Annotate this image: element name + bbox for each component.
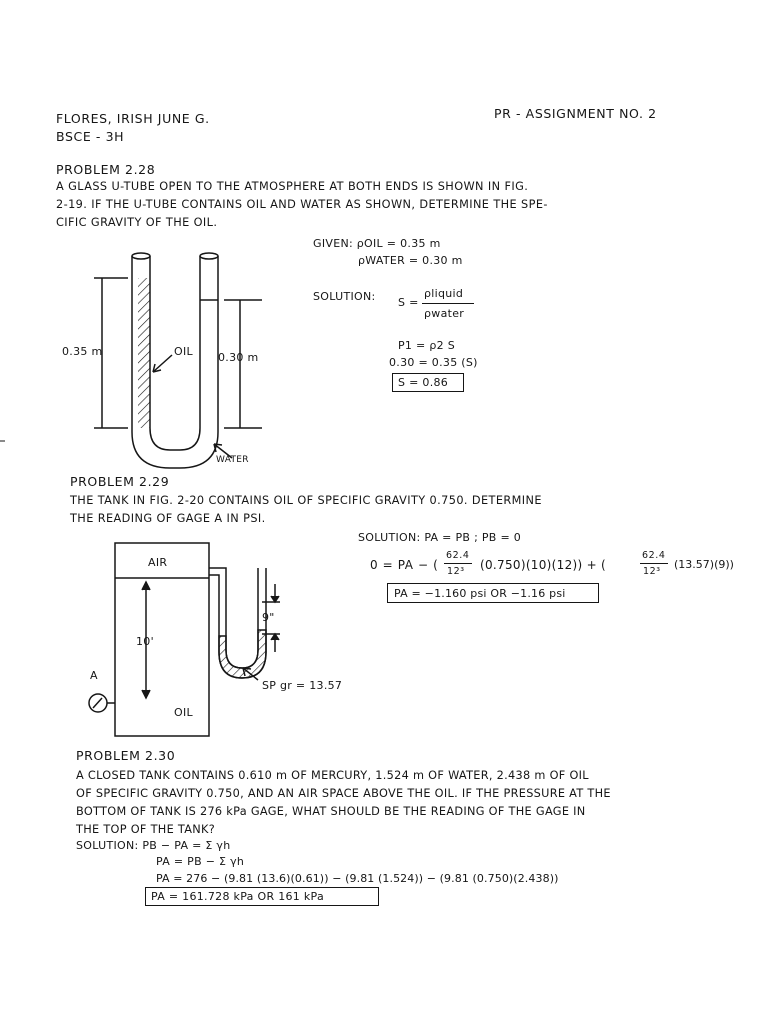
answer-2-30: PA = 161.728 kPa OR 161 kPa [151,890,325,903]
answer-box-2-30 [145,887,379,906]
problem-2-28-statement-2: 2-19. IF THE U-TUBE CONTAINS OIL AND WATER AS SHOWN, DETERMINE THE SPE- [56,198,548,211]
problem-2-30-statement-3: BOTTOM OF TANK IS 276 kPa GAGE, WHAT SHOULD BE THE READING OF THE GAGE IN [76,805,586,818]
given-oil: GIVEN: ρOIL = 0.35 m [313,237,441,250]
fraction-bar [422,303,474,304]
section-label: BSCE - 3H [56,129,125,144]
problem-2-28-statement-3: CIFIC GRAVITY OF THE OIL. [56,216,218,229]
solution-2-29-line-1: SOLUTION: PA = PB ; PB = 0 [358,531,522,544]
answer-2-29: PA = −1.160 psi OR −1.16 psi [394,587,566,600]
fraction-1-denominator: 12³ [447,566,465,577]
fraction-2-denominator: 12³ [643,566,661,577]
s-denominator: ρwater [424,307,465,320]
given-water: ρWATER = 0.30 m [358,254,463,267]
solution-2-30-line-1: SOLUTION: PB − PA = Σ γh [76,839,231,852]
problem-2-30-title: PROBLEM 2.30 [76,748,176,763]
answer-box-2-29 [387,583,599,603]
problem-2-28-statement-1: A GLASS U-TUBE OPEN TO THE ATMOSPHERE AT BOTH ENDS IS SHOWN IN FIG. [56,180,529,193]
s-equation-label: S = [398,296,419,309]
gage-a-label: A [90,669,98,682]
height-label: 10' [136,635,154,648]
assignment-title: PR - ASSIGNMENT NO. 2 [494,106,657,121]
specific-gravity-label: SP gr = 13.57 [262,679,343,692]
student-name: FLORES, IRISH JUNE G. [56,111,210,126]
answer-2-28: S = 0.86 [398,376,449,389]
equation-2: 0.30 = 0.35 (S) [389,356,478,369]
solution-2-30-line-2: PA = PB − Σ γh [156,855,245,868]
s-numerator: ρliquid [424,287,464,300]
problem-2-29-statement-1: THE TANK IN FIG. 2-20 CONTAINS OIL OF SPECIFIC GRAVITY 0.750. DETERMINE [70,494,542,507]
tank-outline [115,543,209,736]
oil-column [138,278,150,428]
solution-2-29-eq-start: 0 = PA − ( [370,558,439,572]
fraction-2-numerator: 62.4 [642,550,666,561]
solution-2-29-eq-middle: (0.750)(10)(12)) + ( [480,558,607,572]
problem-2-30-statement-2: OF SPECIFIC GRAVITY 0.750, AND AN AIR SPACE ABOVE THE OIL. IF THE PRESSURE AT THE [76,787,611,800]
fraction-1-bar [444,563,472,564]
solution-label-2-28: SOLUTION: [313,290,376,303]
solution-2-29-eq-end: (13.57)(9)) [674,558,734,571]
equation-1: P1 = ρ2 S [398,339,456,352]
problem-2-28-title: PROBLEM 2.28 [56,162,156,177]
dim-label-right: 0.30 m [218,351,259,364]
dim-9in-label: 9" [262,611,275,624]
fraction-1-numerator: 62.4 [446,550,470,561]
water-label: WATER [216,455,249,465]
oil-label-tank: OIL [174,706,193,719]
answer-box-2-28 [392,373,464,392]
oil-label: OIL [174,345,193,358]
problem-2-29-statement-2: THE READING OF GAGE A IN PSI. [70,512,266,525]
problem-2-30-statement-1: A CLOSED TANK CONTAINS 0.610 m OF MERCURY, 1.524 m OF WATER, 2.438 m OF OIL [76,769,589,782]
air-label: AIR [148,556,168,569]
fraction-2-bar [640,563,668,564]
problem-2-29-title: PROBLEM 2.29 [70,474,170,489]
dim-label-left: 0.35 m [62,345,103,358]
problem-2-30-statement-4: THE TOP OF THE TANK? [76,823,216,836]
solution-2-30-line-3: PA = 276 − (9.81 (13.6)(0.61)) − (9.81 (1.524)) − (9.81 (0.750)(2.438)) [156,872,559,885]
